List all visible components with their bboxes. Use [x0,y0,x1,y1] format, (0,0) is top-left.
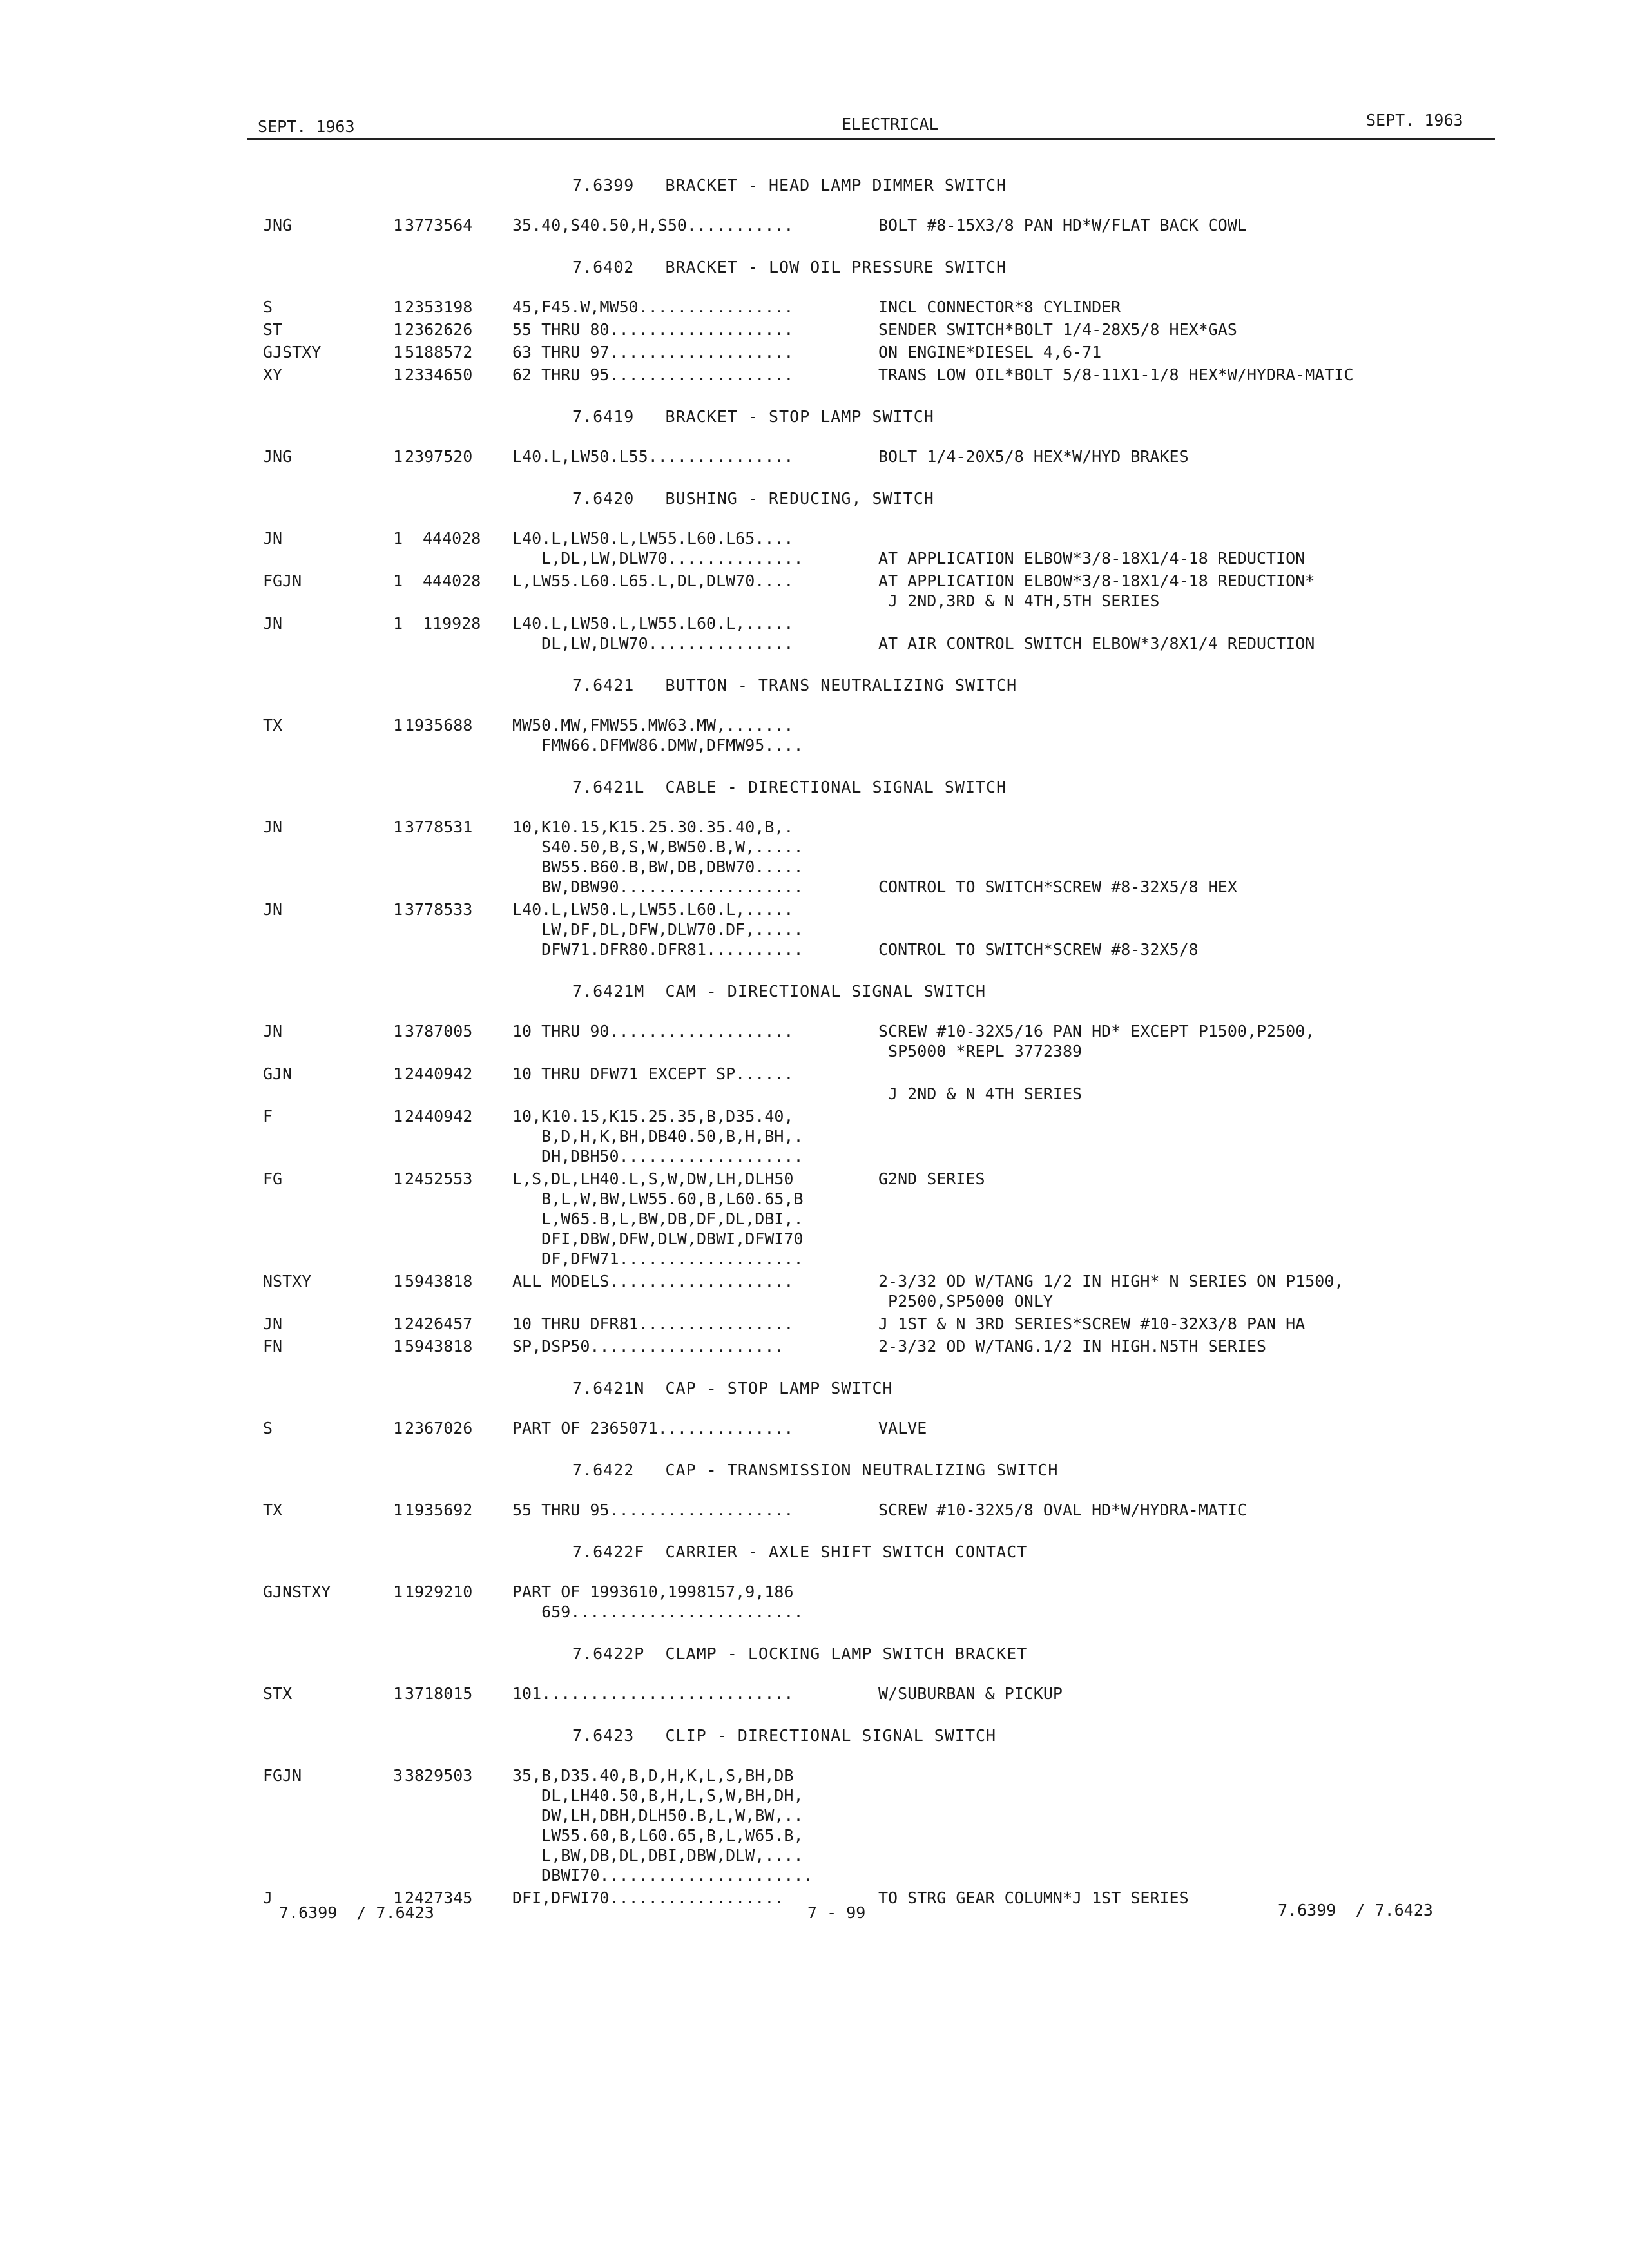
part-model-line: BW55.B60.B,BW,DB,DBW70..... [512,858,804,876]
part-quantity: 3 [393,1766,403,1785]
part-model-line: B,L,W,BW,LW55.60,B,L60.65,B [512,1189,804,1208]
part-number: 1929210 [405,1582,473,1601]
part-model-line: L40.L,LW50.L,LW55.L60.L,..... [512,900,794,919]
part-quantity: 1 [393,1419,403,1437]
part-model-line: DFI,DBW,DFW,DLW,DBWI,DFWI70 [512,1229,804,1248]
part-number: 5943818 [405,1337,473,1356]
section-title: 7.6421N CAP - STOP LAMP SWITCH [572,1379,893,1398]
part-number: 444028 [423,572,481,590]
part-model-line: 101.......................... [512,1684,794,1703]
part-applicability-codes: NSTXY [263,1272,312,1291]
part-model-line: DFW71.DFR80.DFR81.......... [512,940,804,959]
part-model-line: ALL MODELS................... [512,1272,794,1291]
part-number: 2334650 [405,365,473,384]
part-model-line: BW,DBW90................... [512,878,804,896]
part-model-line: B,D,H,K,BH,DB40.50,B,H,BH,. [512,1127,804,1146]
section-title: 7.6420 BUSHING - REDUCING, SWITCH [572,489,934,508]
part-number: 2440942 [405,1107,473,1126]
part-applicability-codes: GJNSTXY [263,1582,331,1601]
part-model-line: LW55.60,B,L60.65,B,L,W65.B, [512,1826,804,1845]
part-description: BOLT 1/4-20X5/8 HEX*W/HYD BRAKES [878,447,1189,466]
part-model-line: DBWI70...................... [512,1866,813,1885]
part-model-line: MW50.MW,FMW55.MW63.MW,....... [512,716,794,735]
part-number: 2440942 [405,1064,473,1083]
header-date-right: SEPT. 1963 [1366,111,1463,130]
part-quantity: 1 [393,1337,403,1356]
part-number: 2452553 [405,1169,473,1188]
part-applicability-codes: S [263,1419,273,1437]
part-number: 5188572 [405,343,473,361]
section-title: 7.6402 BRACKET - LOW OIL PRESSURE SWITCH [572,258,1007,276]
part-quantity: 1 [393,1888,403,1907]
part-applicability-codes: FN [263,1337,283,1356]
part-description: CONTROL TO SWITCH*SCREW #8-32X5/8 [878,940,1199,959]
part-applicability-codes: JN [263,529,283,548]
part-model-line: L40.L,LW50.L55............... [512,447,794,466]
part-number: 119928 [423,614,481,633]
section-title: 7.6422P CLAMP - LOCKING LAMP SWITCH BRACKET [572,1644,1028,1663]
section-title: 7.6419 BRACKET - STOP LAMP SWITCH [572,407,934,426]
part-model-line: L40.L,LW50.L,LW55.L60.L,..... [512,614,794,633]
part-number: 3787005 [405,1022,473,1041]
part-model-line: PART OF 1993610,1998157,9,186 [512,1582,794,1601]
part-model-line: 659........................ [512,1602,804,1621]
part-model-line: 35.40,S40.50,H,S50........... [512,216,794,235]
section-title: 7.6423 CLIP - DIRECTIONAL SIGNAL SWITCH [572,1726,997,1745]
part-model-line: PART OF 2365071.............. [512,1419,794,1437]
part-number: 1935692 [405,1501,473,1519]
part-applicability-codes: XY [263,365,283,384]
part-quantity: 1 [393,1169,403,1188]
part-description: SP5000 *REPL 3772389 [878,1042,1083,1061]
part-description: J 2ND,3RD & N 4TH,5TH SERIES [878,591,1160,610]
part-applicability-codes: JN [263,1022,283,1041]
part-number: 2397520 [405,447,473,466]
header-date-left: SEPT. 1963 [258,117,355,136]
footer-range-right: 7.6399 / 7.6423 [1278,1901,1433,1919]
part-quantity: 1 [393,1501,403,1519]
part-description: J 1ST & N 3RD SERIES*SCREW #10-32X3/8 PAN HA [878,1314,1306,1333]
part-applicability-codes: FGJN [263,572,302,590]
section-title: 7.6399 BRACKET - HEAD LAMP DIMMER SWITCH [572,176,1007,195]
part-number: 2427345 [405,1888,473,1907]
part-model-line: LW,DF,DL,DFW,DLW70.DF,..... [512,920,804,939]
part-model-line: L,S,DL,LH40.L,S,W,DW,LH,DLH50 [512,1169,794,1188]
part-applicability-codes: JN [263,818,283,836]
part-description: AT AIR CONTROL SWITCH ELBOW*3/8X1/4 REDUCTION [878,634,1315,653]
part-model-line: 55 THRU 95................... [512,1501,794,1519]
part-applicability-codes: TX [263,1501,283,1519]
part-model-line: 10 THRU DFR81................ [512,1314,794,1333]
part-applicability-codes: FG [263,1169,283,1188]
part-description: BOLT #8-15X3/8 PAN HD*W/FLAT BACK COWL [878,216,1247,235]
part-number: 5943818 [405,1272,473,1291]
part-description: INCL CONNECTOR*8 CYLINDER [878,298,1121,316]
part-quantity: 1 [393,1272,403,1291]
part-quantity: 1 [393,1684,403,1703]
part-model-line: 10 THRU DFW71 EXCEPT SP...... [512,1064,794,1083]
part-model-line: DL,LH40.50,B,H,L,S,W,BH,DH, [512,1786,804,1805]
header-rule [247,138,1495,140]
part-description: SCREW #10-32X5/8 OVAL HD*W/HYDRA-MATIC [878,1501,1247,1519]
part-description: TRANS LOW OIL*BOLT 5/8-11X1-1/8 HEX*W/HYDRA-MATIC [878,365,1354,384]
part-model-line: L,DL,LW,DLW70.............. [512,549,804,568]
part-applicability-codes: JN [263,900,283,919]
part-quantity: 1 [393,298,403,316]
part-applicability-codes: JN [263,1314,283,1333]
part-applicability-codes: S [263,298,273,316]
part-applicability-codes: JNG [263,216,293,235]
part-applicability-codes: ST [263,320,283,339]
part-quantity: 1 [393,365,403,384]
part-quantity: 1 [393,572,403,590]
part-number: 444028 [423,529,481,548]
part-number: 2367026 [405,1419,473,1437]
part-applicability-codes: GJN [263,1064,293,1083]
part-model-line: L,LW55.L60.L65.L,DL,DLW70.... [512,572,794,590]
part-model-line: 55 THRU 80................... [512,320,794,339]
part-quantity: 1 [393,1064,403,1083]
footer-range-left: 7.6399 / 7.6423 [279,1903,434,1922]
footer-page-number: 7 - 99 [807,1903,866,1922]
part-model-line: SP,DSP50.................... [512,1337,784,1356]
part-number: 3778533 [405,900,473,919]
part-number: 1935688 [405,716,473,735]
part-model-line: 63 THRU 97................... [512,343,794,361]
part-number: 2426457 [405,1314,473,1333]
part-description: W/SUBURBAN & PICKUP [878,1684,1063,1703]
part-model-line: 62 THRU 95................... [512,365,794,384]
part-quantity: 1 [393,343,403,361]
part-model-line: L,BW,DB,DL,DBI,DBW,DLW,.... [512,1846,804,1865]
section-title: 7.6422F CARRIER - AXLE SHIFT SWITCH CONTACT [572,1542,1028,1561]
header-title: ELECTRICAL [842,115,939,133]
part-quantity: 1 [393,529,403,548]
part-model-line: DL,LW,DLW70............... [512,634,794,653]
part-applicability-codes: STX [263,1684,293,1703]
part-description: P2500,SP5000 ONLY [878,1292,1053,1311]
part-model-line: 10,K10.15,K15.25.30.35.40,B,. [512,818,794,836]
part-number: 3829503 [405,1766,473,1785]
part-quantity: 1 [393,900,403,919]
part-description: J 2ND & N 4TH SERIES [878,1084,1083,1103]
part-description: AT APPLICATION ELBOW*3/8-18X1/4-18 REDUCTION [878,549,1306,568]
part-quantity: 1 [393,1107,403,1126]
part-number: 3778531 [405,818,473,836]
part-applicability-codes: FGJN [263,1766,302,1785]
part-model-line: L,W65.B,L,BW,DB,DF,DL,DBI,. [512,1209,804,1228]
section-title: 7.6421M CAM - DIRECTIONAL SIGNAL SWITCH [572,982,987,1001]
section-title: 7.6422 CAP - TRANSMISSION NEUTRALIZING SWITCH [572,1461,1059,1479]
part-applicability-codes: JN [263,614,283,633]
part-quantity: 1 [393,1314,403,1333]
part-model-line: DW,LH,DBH,DLH50.B,L,W,BW,.. [512,1806,804,1825]
part-number: 2362626 [405,320,473,339]
part-model-line: 45,F45.W,MW50................ [512,298,794,316]
part-quantity: 1 [393,1582,403,1601]
part-description: G2ND SERIES [878,1169,985,1188]
part-quantity: 1 [393,447,403,466]
part-model-line: S40.50,B,S,W,BW50.B,W,..... [512,838,804,856]
part-applicability-codes: F [263,1107,273,1126]
part-description: SCREW #10-32X5/16 PAN HD* EXCEPT P1500,P2500, [878,1022,1315,1041]
part-description: CONTROL TO SWITCH*SCREW #8-32X5/8 HEX [878,878,1237,896]
part-quantity: 1 [393,320,403,339]
section-title: 7.6421 BUTTON - TRANS NEUTRALIZING SWITCH [572,676,1017,695]
part-model-line: 10 THRU 90................... [512,1022,794,1041]
part-number: 2353198 [405,298,473,316]
section-title: 7.6421L CABLE - DIRECTIONAL SIGNAL SWITCH [572,778,1007,796]
part-model-line: FMW66.DFMW86.DMW,DFMW95.... [512,736,804,754]
part-description: VALVE [878,1419,927,1437]
part-model-line: 10,K10.15,K15.25.35,B,D35.40, [512,1107,794,1126]
part-quantity: 1 [393,818,403,836]
part-model-line: DF,DFW71................... [512,1249,804,1268]
part-quantity: 1 [393,614,403,633]
part-model-line: DH,DBH50................... [512,1147,804,1166]
part-model-line: L40.L,LW50.L,LW55.L60.L65.... [512,529,794,548]
part-model-line: 35,B,D35.40,B,D,H,K,L,S,BH,DB [512,1766,794,1785]
part-model-line: DFI,DFWI70.................. [512,1888,784,1907]
part-description: ON ENGINE*DIESEL 4,6-71 [878,343,1102,361]
part-quantity: 1 [393,1022,403,1041]
part-applicability-codes: JNG [263,447,293,466]
part-quantity: 1 [393,216,403,235]
part-number: 3773564 [405,216,473,235]
part-description: SENDER SWITCH*BOLT 1/4-28X5/8 HEX*GAS [878,320,1237,339]
part-quantity: 1 [393,716,403,735]
part-description: 2-3/32 OD W/TANG 1/2 IN HIGH* N SERIES ON P1500, [878,1272,1344,1291]
part-description: TO STRG GEAR COLUMN*J 1ST SERIES [878,1888,1189,1907]
part-applicability-codes: GJSTXY [263,343,322,361]
part-applicability-codes: TX [263,716,283,735]
part-number: 3718015 [405,1684,473,1703]
part-description: 2-3/32 OD W/TANG.1/2 IN HIGH.N5TH SERIES [878,1337,1267,1356]
part-description: AT APPLICATION ELBOW*3/8-18X1/4-18 REDUCTION* [878,572,1315,590]
part-applicability-codes: J [263,1888,273,1907]
